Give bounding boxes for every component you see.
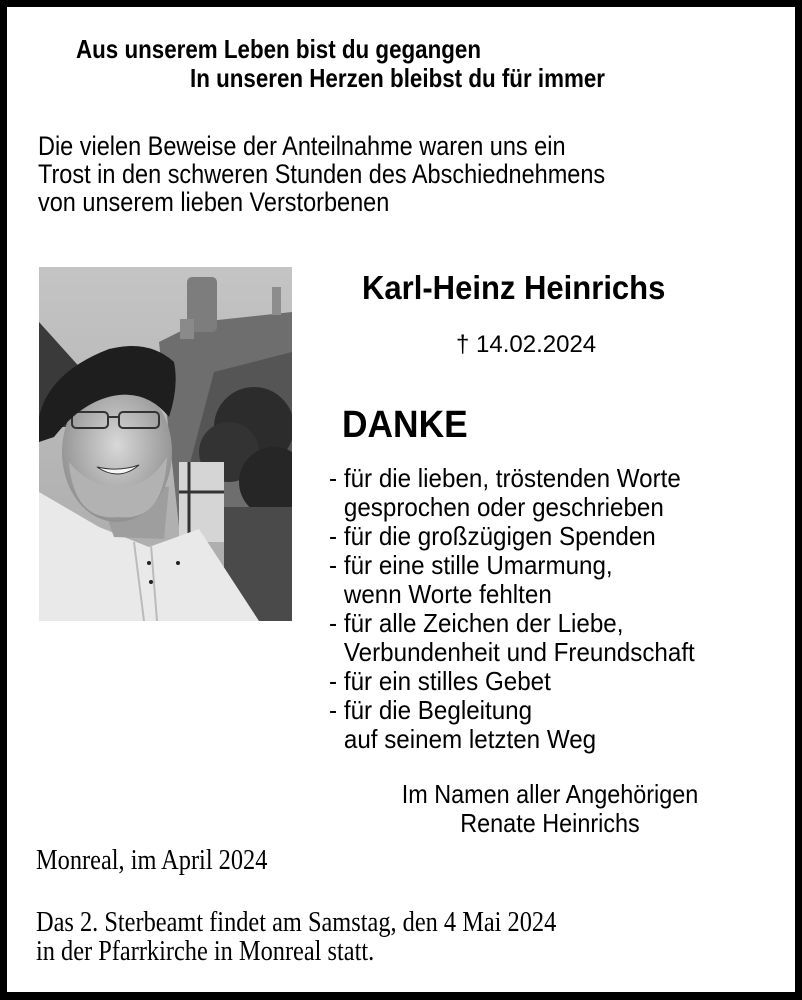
list-item-line: auf seinem letzten Weg [343, 724, 597, 754]
portrait-photo [39, 267, 292, 621]
dash-bullet: - [329, 550, 338, 580]
deceased-name-text: Karl-Heinz Heinrichs [362, 269, 666, 306]
motto-line-2-text: In unseren Herzen bleibst du für immer [190, 63, 605, 93]
dash-bullet: - [329, 608, 338, 638]
obituary-card [7, 7, 795, 992]
place-date-text: Monreal, im April 2024 [36, 844, 268, 876]
dash-bullet: - [329, 521, 338, 551]
list-item [329, 696, 695, 754]
death-date [456, 331, 596, 359]
list-item-line: für alle Zeichen der Liebe, [343, 608, 624, 638]
list-item [329, 609, 695, 667]
mass-notice-line-2: in der Pfarrkirche in Monreal statt. [36, 935, 375, 967]
list-item [329, 551, 695, 609]
deceased-name [362, 270, 685, 306]
thanks-heading [342, 405, 477, 445]
motto-line-1-text: Aus unserem Leben bist du gegangen [76, 34, 482, 64]
list-item-line: für ein stilles Gebet [343, 666, 551, 696]
signature-name: Renate Heinrichs [460, 808, 640, 838]
list-item-line: Verbundenheit und Freundschaft [343, 637, 695, 667]
signature-line-1: Im Namen aller Angehörigen [401, 779, 699, 809]
thanks-heading-text: DANKE [342, 404, 468, 446]
list-item-line: für eine stille Umarmung, [343, 550, 613, 580]
motto-line-2 [190, 64, 673, 92]
signature-block [350, 780, 750, 838]
dash-bullet: - [329, 695, 338, 725]
list-item [329, 667, 695, 696]
dash-bullet: - [329, 666, 338, 696]
list-item [329, 464, 695, 522]
intro-line: Die vielen Beweise der Anteilnahme waren uns ein [38, 131, 566, 161]
list-item-line: für die Begleitung [343, 695, 533, 725]
intro-line: Trost in den schweren Stunden des Abschiednehmens [38, 159, 606, 189]
motto-line-1 [76, 35, 547, 63]
place-date [36, 845, 311, 875]
list-item-line: für die großzügigen Spenden [343, 521, 656, 551]
list-item [329, 522, 695, 551]
intro-paragraph [38, 132, 690, 216]
list-item-line: für die lieben, tröstenden Worte [343, 463, 681, 493]
dash-bullet: - [329, 463, 338, 493]
death-date-text: 14.02.2024 [476, 331, 597, 358]
list-item-line: gesprochen oder geschrieben [343, 492, 664, 522]
thanks-list [329, 464, 722, 754]
list-item-line: wenn Worte fehlten [343, 579, 552, 609]
mass-notice [36, 908, 655, 966]
cross-icon: † [456, 331, 470, 358]
mass-notice-line-1: Das 2. Sterbeamt findet am Samstag, den 4 Mai 2024 [36, 906, 557, 938]
intro-line: von unserem lieben Verstorbenen [38, 187, 390, 217]
portrait-photo-illustration [39, 267, 292, 621]
